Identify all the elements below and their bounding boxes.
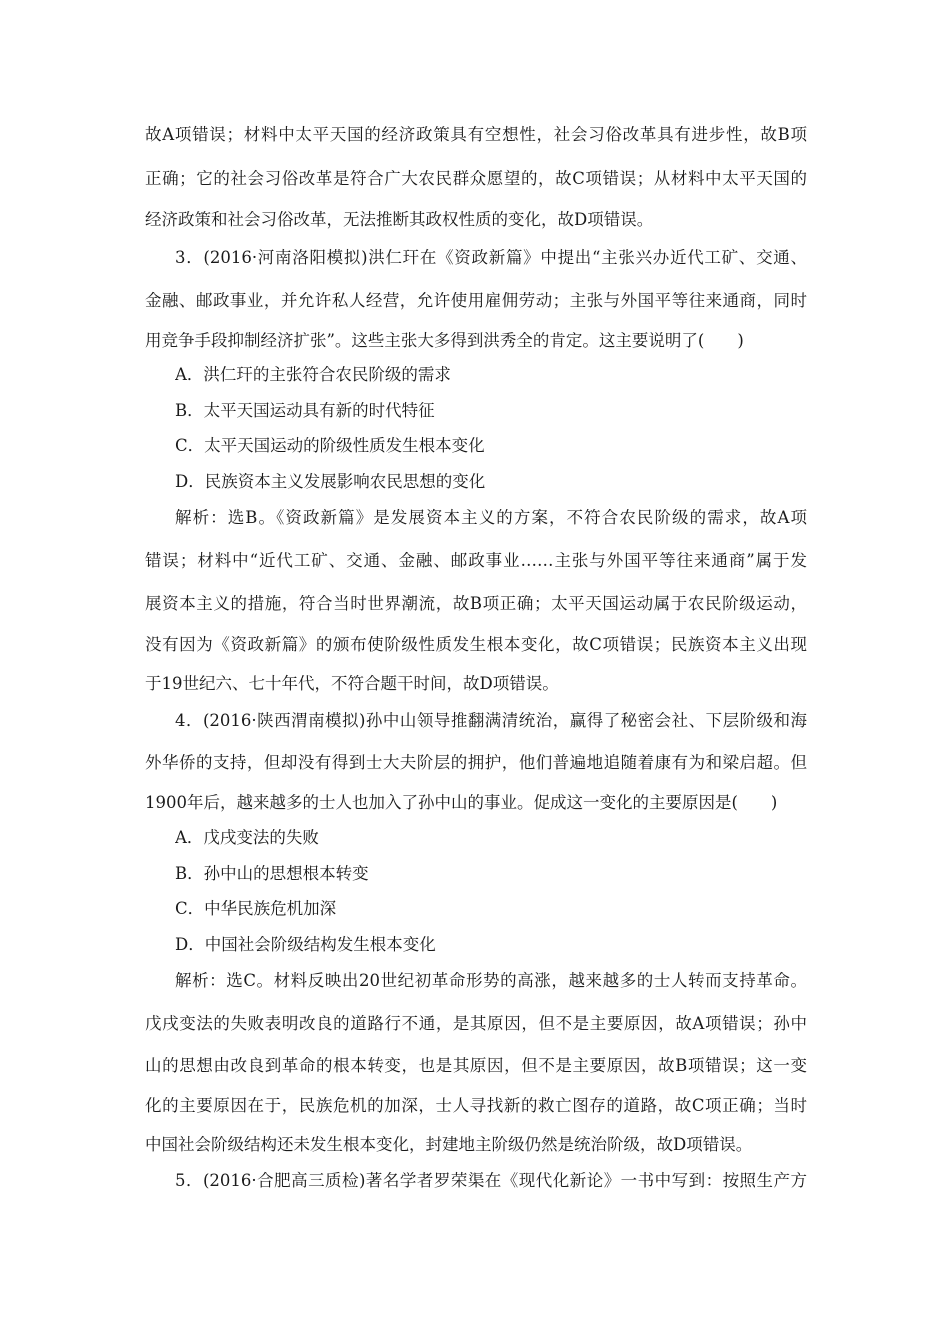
- text-line: 用竞争手段抑制经济扩张”。这些主张大多得到洪秀全的肯定。这主要说明了( ): [145, 331, 744, 350]
- question-5-stem: 5．(2016·合肥高三质检)著名学者罗荣渠在《现代化新论》一书中写到：按照生产方: [175, 1171, 807, 1190]
- text-line: 于19世纪六、七十年代，不符合题干时间，故D项错误。: [145, 674, 559, 693]
- text-line: 外华侨的支持，但却没有得到士大夫阶层的拥护，他们普遍地追随着康有为和梁启超。但: [145, 753, 807, 772]
- option-d: D．民族资本主义发展影响农民思想的变化: [175, 472, 486, 491]
- question-3-stem: 3．(2016·河南洛阳模拟)洪仁玕在《资政新篇》中提出“主张兴办近代工矿、交通、: [175, 248, 807, 267]
- option-b: B．太平天国运动具有新的时代特征: [175, 401, 435, 420]
- question-4-stem: 4．(2016·陕西渭南模拟)孙中山领导推翻满清统治，赢得了秘密会社、下层阶级和海: [175, 711, 807, 730]
- text-line: 正确；它的社会习俗改革是符合广大农民群众愿望的，故C项错误；从材料中太平天国的: [145, 169, 807, 188]
- answer-analysis: 解析：选C。材料反映出20世纪初革命形势的高涨，越来越多的士人转而支持革命。: [175, 971, 807, 990]
- text-line: 1900年后，越来越多的士人也加入了孙中山的事业。促成这一变化的主要原因是( ): [145, 793, 778, 812]
- option-a: A．洪仁玕的主张符合农民阶级的需求: [175, 365, 451, 384]
- text-line: 山的思想由改良到革命的根本转变，也是其原因，但不是主要原因，故B项错误；这一变: [145, 1056, 807, 1075]
- option-c: C．中华民族危机加深: [175, 899, 337, 918]
- text-line: 金融、邮政事业，并允许私人经营，允许使用雇佣劳动；主张与外国平等往来通商，同时: [145, 291, 807, 310]
- text-line: 没有因为《资政新篇》的颁布使阶级性质发生根本变化，故C项错误；民族资本主义出现: [145, 635, 807, 654]
- text-line: 展资本主义的措施，符合当时世界潮流，故B项正确；太平天国运动属于农民阶级运动，: [145, 594, 807, 613]
- text-line: 错误；材料中“近代工矿、交通、金融、邮政事业……主张与外国平等往来通商”属于发: [145, 551, 807, 570]
- text-line: 中国社会阶级结构还未发生根本变化，封建地主阶级仍然是统治阶级，故D项错误。: [145, 1135, 753, 1154]
- text-line: 戊戌变法的失败表明改良的道路行不通，是其原因，但不是主要原因，故A项错误；孙中: [145, 1014, 807, 1033]
- option-a: A．戊戌变法的失败: [175, 828, 319, 847]
- text-line: 故A项错误；材料中太平天国的经济政策具有空想性，社会习俗改革具有进步性，故B项: [145, 125, 807, 144]
- answer-analysis: 解析：选B。《资政新篇》是发展资本主义的方案，不符合农民阶级的需求，故A项: [175, 508, 807, 527]
- option-d: D．中国社会阶级结构发生根本变化: [175, 935, 436, 954]
- text-line: 经济政策和社会习俗改革，无法推断其政权性质的变化，故D项错误。: [145, 210, 654, 229]
- option-b: B．孙中山的思想根本转变: [175, 864, 369, 883]
- option-c: C．太平天国运动的阶级性质发生根本变化: [175, 436, 485, 455]
- text-line: 化的主要原因在于，民族危机的加深，士人寻找新的救亡图存的道路，故C项正确；当时: [145, 1096, 807, 1115]
